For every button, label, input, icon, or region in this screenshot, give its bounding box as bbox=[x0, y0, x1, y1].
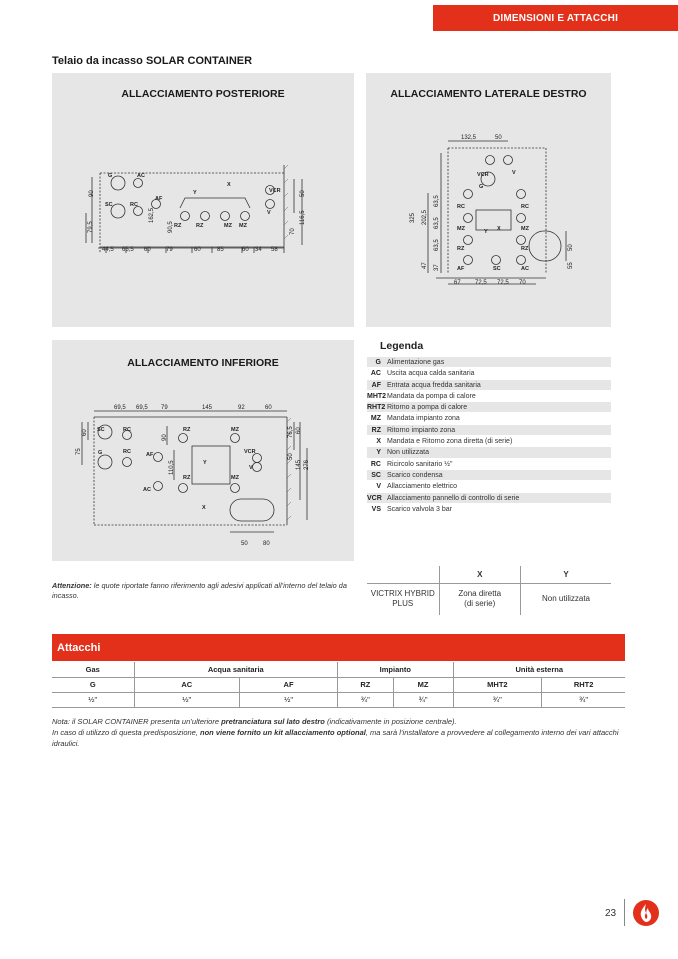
att-size: ¾" bbox=[542, 692, 625, 707]
label-vcr: VCR bbox=[477, 172, 489, 178]
section-header: DIMENSIONI E ATTACCHI bbox=[433, 5, 678, 31]
legend-row bbox=[367, 481, 611, 492]
label-g: G bbox=[479, 184, 484, 190]
dim-right: 50 bbox=[288, 453, 294, 460]
dim-bottom: 60 bbox=[144, 247, 151, 253]
label-sc: SC bbox=[97, 427, 105, 433]
attention-text: le quote riportate fanno riferimento agli adesivi applicati all’interno del telaio da incasso. bbox=[52, 581, 347, 600]
dim-left: 90,5 bbox=[168, 221, 174, 233]
att-size: ½" bbox=[134, 692, 240, 707]
att-group: Impianto bbox=[338, 662, 453, 677]
dim-top: 132,5 bbox=[461, 135, 477, 141]
label-x: X bbox=[227, 182, 231, 188]
att-size: ½" bbox=[240, 692, 338, 707]
dim-right: 116,5 bbox=[300, 210, 306, 225]
xy-row bbox=[367, 583, 611, 615]
label-rz-1: RZ bbox=[174, 223, 182, 229]
label-v: V bbox=[249, 465, 253, 471]
dim-bottom: 85 bbox=[217, 247, 224, 253]
att-code: MHT2 bbox=[453, 677, 542, 692]
dim-bottom: 50 bbox=[241, 541, 248, 547]
dim-bottom: 60 bbox=[242, 247, 249, 253]
legend-code: RC bbox=[370, 460, 381, 468]
dim-left: 75 bbox=[76, 448, 82, 455]
label-mz-1: MZ bbox=[224, 223, 232, 229]
attacchi-title: Attacchi bbox=[52, 634, 625, 661]
legend-row bbox=[367, 459, 611, 470]
legend-desc: Ricircolo sanitario ½" bbox=[387, 460, 453, 468]
xy-model-line2: PLUS bbox=[392, 599, 414, 609]
legend-code: VS bbox=[371, 505, 381, 513]
dim-right: 276 bbox=[304, 459, 310, 470]
attention-note bbox=[52, 581, 362, 601]
legend-row bbox=[367, 470, 611, 481]
legend-code: AF bbox=[371, 381, 381, 389]
att-group: Unità esterna bbox=[453, 662, 625, 677]
bottom-note bbox=[52, 716, 632, 749]
legend-desc: Non utilizzata bbox=[387, 449, 430, 457]
dim-left: 202,5 bbox=[422, 209, 428, 225]
label-ac: AC bbox=[137, 173, 145, 179]
label-mz-1: MZ bbox=[457, 226, 465, 232]
xy-x-line2: (di serie) bbox=[464, 599, 496, 609]
note-bold: non viene fornito un kit allacciamento optional bbox=[200, 728, 366, 737]
page-number: 23 bbox=[605, 908, 617, 919]
att-group: Gas bbox=[52, 662, 134, 677]
label-v: V bbox=[267, 210, 271, 216]
xy-y-value: Non utilizzata bbox=[520, 583, 611, 615]
diagram-posteriore bbox=[52, 73, 354, 327]
note-bold: pretranciatura sul lato destro bbox=[221, 717, 325, 726]
xy-col-y: Y bbox=[520, 566, 611, 583]
att-code: RHT2 bbox=[542, 677, 625, 692]
label-ac: AC bbox=[521, 266, 529, 272]
label-v: V bbox=[512, 170, 516, 176]
dim-right: 50 bbox=[568, 244, 574, 251]
label-mz-2: MZ bbox=[231, 475, 239, 481]
label-sc: SC bbox=[105, 202, 113, 208]
dim-bottom: 67 bbox=[454, 280, 461, 286]
dim-bottom: 72,5 bbox=[497, 280, 509, 286]
label-y: Y bbox=[484, 229, 488, 235]
att-code: RZ bbox=[338, 677, 394, 692]
dim-top: 50 bbox=[495, 135, 502, 141]
att-group-row bbox=[52, 662, 625, 677]
legend-code: MHT2 bbox=[367, 392, 387, 400]
legend-code: Y bbox=[376, 449, 381, 457]
legend-row bbox=[367, 413, 611, 424]
legend-row bbox=[367, 380, 611, 391]
panel-posteriore bbox=[52, 73, 354, 327]
dim-bottom: 60 bbox=[194, 247, 201, 253]
panel-title: ALLACCIAMENTO LATERALE DESTRO bbox=[390, 88, 587, 100]
legend-code: V bbox=[376, 483, 381, 491]
dim-right: 76,5 bbox=[288, 426, 294, 438]
diagram-laterale bbox=[366, 73, 611, 327]
legend-code: RZ bbox=[371, 426, 381, 434]
dim-top: 60 bbox=[265, 405, 272, 411]
panel-title: ALLACCIAMENTO POSTERIORE bbox=[121, 88, 285, 100]
legend-desc: Scarico condensa bbox=[387, 471, 443, 479]
label-rz-2: RZ bbox=[521, 246, 529, 252]
legend-code: MZ bbox=[370, 415, 381, 423]
dim-right: 70 bbox=[290, 228, 296, 235]
note-text: In caso di utilizzo di questa predisposizione, bbox=[52, 728, 201, 737]
legend-row bbox=[367, 425, 611, 436]
legend-row bbox=[367, 391, 611, 402]
label-y: Y bbox=[193, 190, 197, 196]
xy-model bbox=[367, 583, 439, 615]
legend-row bbox=[367, 447, 611, 458]
legend-desc: Scarico valvola 3 bar bbox=[387, 505, 452, 513]
label-ac: AC bbox=[143, 487, 151, 493]
label-vcr: VCR bbox=[244, 449, 256, 455]
legend-desc: Mandata impianto zona bbox=[387, 415, 460, 423]
note-text: , ma sarà l’installatore a provvedere al collegamento interno dei vari attacchi idraulici. bbox=[52, 728, 619, 748]
dim-left: 47 bbox=[422, 262, 428, 269]
label-af: AF bbox=[457, 266, 465, 272]
legend-row bbox=[367, 368, 611, 379]
legend-row bbox=[367, 436, 611, 447]
dim-left: 162,5 bbox=[149, 207, 155, 223]
attacchi-table bbox=[52, 662, 625, 708]
dim-right: 55 bbox=[568, 262, 574, 269]
att-size: ¾" bbox=[338, 692, 394, 707]
label-rz-1: RZ bbox=[183, 427, 191, 433]
legend-desc: Allacciamento pannello di controllo di serie bbox=[387, 494, 520, 502]
note-text: (indicativamente in posizione centrale). bbox=[324, 717, 457, 726]
label-rc-2: RC bbox=[521, 204, 529, 210]
legend-code: AC bbox=[370, 370, 381, 378]
legend-row bbox=[367, 402, 611, 413]
dim-left: 63,5 bbox=[434, 195, 440, 207]
dim-top: 69,5 bbox=[136, 405, 148, 411]
label-mz-2: MZ bbox=[239, 223, 247, 229]
label-rz-2: RZ bbox=[183, 475, 191, 481]
label-sc: SC bbox=[493, 266, 501, 272]
flame-logo-icon bbox=[632, 899, 660, 927]
dim-right: 145 bbox=[296, 459, 302, 470]
dim-top: 92 bbox=[238, 405, 245, 411]
label-mz-2: MZ bbox=[521, 226, 529, 232]
label-mz-1: MZ bbox=[231, 427, 239, 433]
legend-desc: Entrata acqua fredda sanitaria bbox=[387, 381, 481, 389]
dim-top: 79 bbox=[161, 405, 168, 411]
att-size: ¾" bbox=[453, 692, 542, 707]
legend-code: VCR bbox=[367, 494, 382, 502]
page-title: Telaio da incasso SOLAR CONTAINER bbox=[52, 55, 253, 67]
legend bbox=[367, 357, 611, 515]
dim-left: 37 bbox=[434, 264, 440, 271]
att-size: ½" bbox=[52, 692, 134, 707]
dim-bottom: 72,5 bbox=[475, 280, 487, 286]
dim-left: 63,5 bbox=[434, 239, 440, 251]
dim-bottom: 65,5 bbox=[122, 247, 134, 253]
xy-corner bbox=[367, 566, 439, 583]
xy-col-x: X bbox=[439, 566, 520, 583]
dim-top: 69,5 bbox=[114, 405, 126, 411]
att-group: Acqua sanitaria bbox=[134, 662, 338, 677]
legend-row bbox=[367, 357, 611, 368]
att-code: AF bbox=[240, 677, 338, 692]
xy-table bbox=[367, 566, 611, 615]
note-text: Nota: il SOLAR CONTAINER presenta un’ulteriore bbox=[52, 717, 222, 726]
att-code-row bbox=[52, 677, 625, 692]
panel-laterale bbox=[366, 73, 611, 327]
legend-desc: Ritorno impianto zona bbox=[387, 426, 456, 434]
dim-bottom: 79 bbox=[166, 247, 173, 253]
label-af: AF bbox=[155, 196, 163, 202]
dim-left: 79,5 bbox=[88, 221, 94, 233]
legend-row bbox=[367, 504, 611, 515]
label-rc-1: RC bbox=[123, 427, 131, 433]
legend-desc: Allacciamento elettrico bbox=[387, 483, 458, 491]
legend-code: RHT2 bbox=[367, 404, 386, 412]
dim-bottom: 44,5 bbox=[102, 247, 114, 253]
label-rz-1: RZ bbox=[457, 246, 465, 252]
dim-bottom: 58 bbox=[271, 247, 278, 253]
label-rc-1: RC bbox=[457, 204, 465, 210]
label-rc: RC bbox=[130, 202, 138, 208]
xy-header-row bbox=[367, 566, 611, 583]
dim-left: 63,5 bbox=[434, 217, 440, 229]
dim-bottom: 34 bbox=[255, 247, 262, 253]
legend-code: X bbox=[376, 438, 381, 446]
legend-desc: Mandata da pompa di calore bbox=[387, 392, 476, 400]
label-rc-2: RC bbox=[123, 449, 131, 455]
legend-code: SC bbox=[371, 471, 381, 479]
dim-right: 50 bbox=[300, 190, 306, 197]
panel-inferiore bbox=[52, 340, 354, 561]
dim-inner: 110,5 bbox=[169, 460, 175, 475]
attention-label: Attenzione: bbox=[52, 581, 92, 590]
label-af: AF bbox=[146, 452, 154, 458]
label-g: G bbox=[108, 173, 113, 179]
legend-desc: Uscita acqua calda sanitaria bbox=[387, 370, 475, 378]
dim-left: 325 bbox=[410, 212, 416, 223]
legend-desc: Alimentazione gas bbox=[387, 359, 445, 366]
legend-desc: Mandata e Ritorno zona diretta (di serie) bbox=[387, 438, 513, 446]
xy-model-line1: VICTRIX HYBRID bbox=[370, 589, 435, 599]
legend-row bbox=[367, 493, 611, 504]
diagram-inferiore bbox=[52, 340, 354, 561]
dim-right: 60 bbox=[296, 427, 302, 434]
att-size-row bbox=[52, 692, 625, 707]
xy-x-value bbox=[439, 583, 520, 615]
label-vcr: VCR bbox=[269, 188, 281, 194]
label-rz-2: RZ bbox=[196, 223, 204, 229]
label-g: G bbox=[98, 450, 103, 456]
att-code: AC bbox=[134, 677, 240, 692]
panel-title: ALLACCIAMENTO INFERIORE bbox=[127, 357, 279, 369]
label-x: X bbox=[202, 505, 206, 511]
att-code: MZ bbox=[393, 677, 453, 692]
dim-bottom: 80 bbox=[263, 541, 270, 547]
legend-desc: Ritorno a pompa di calore bbox=[387, 404, 468, 412]
dim-inner: 90 bbox=[162, 434, 168, 441]
dim-top: 145 bbox=[202, 405, 213, 411]
dim-bottom: 70 bbox=[519, 280, 526, 286]
label-x: X bbox=[497, 226, 501, 232]
legend-code: G bbox=[375, 359, 381, 366]
xy-x-line1: Zona diretta bbox=[458, 589, 502, 599]
legend-title: Legenda bbox=[380, 340, 424, 352]
dim-left: 90 bbox=[89, 190, 95, 197]
dim-left: 60 bbox=[82, 429, 88, 436]
label-y: Y bbox=[203, 460, 207, 466]
footer-divider bbox=[624, 899, 625, 926]
att-code: G bbox=[52, 677, 134, 692]
att-size: ¾" bbox=[393, 692, 453, 707]
